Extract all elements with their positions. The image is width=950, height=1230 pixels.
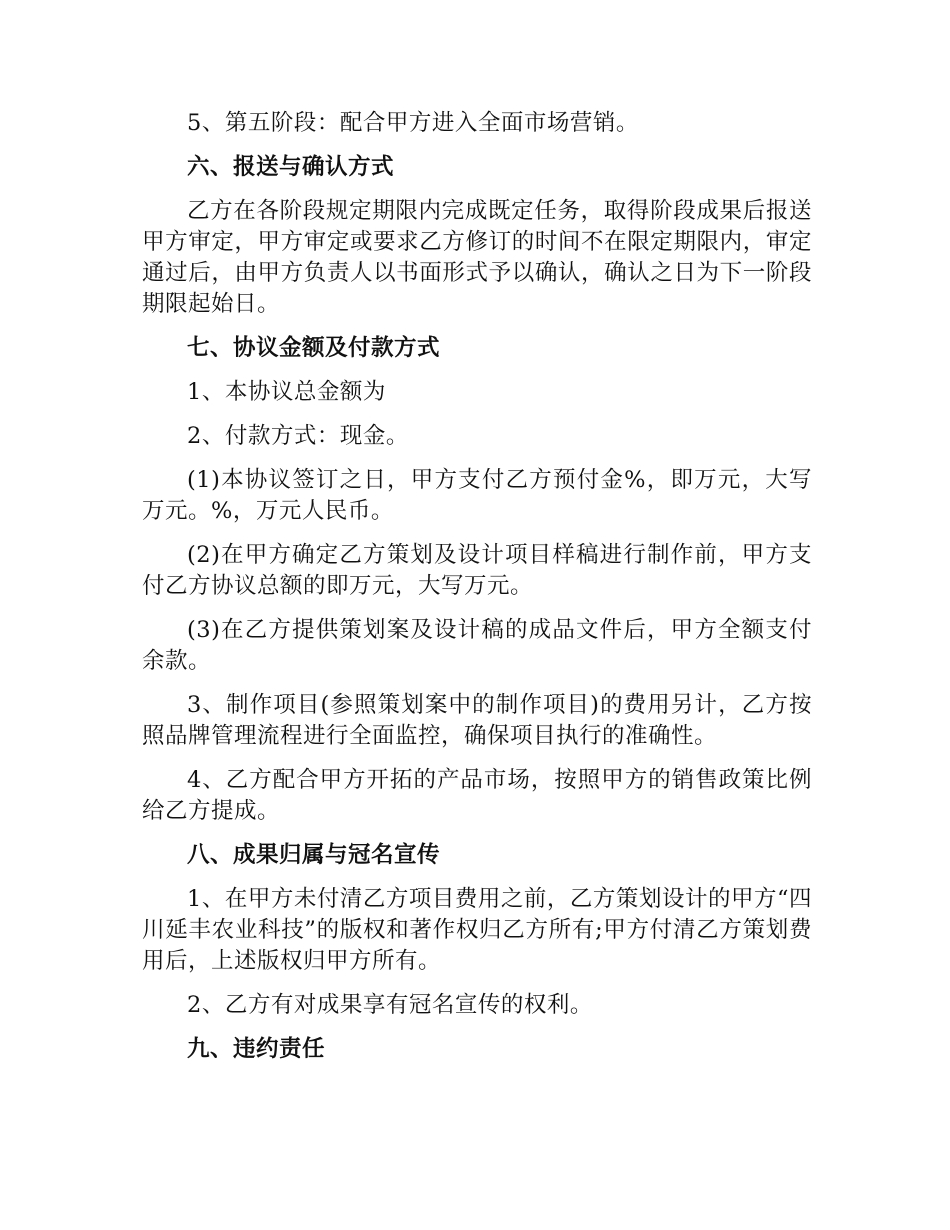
heading-section-eight: 八、成果归属与冠名宣传 [187,842,441,868]
paragraph-copyright: 1、在甲方未付清乙方项目费用之前，乙方策划设计的甲方“四川延丰农业科技”的版权和著作权归乙方所有;甲方付清乙方策划费用后，上述版权归甲方所有。 [142,886,812,974]
paragraph-payment-item-1: (1)本协议签订之日，甲方支付乙方预付金%，即万元，大写万元。%，万元人民币。 [142,467,812,524]
paragraph-stage-five: 5、第五阶段：配合甲方进入全面市场营销。 [187,110,639,136]
paragraph-total-amount: 1、本协议总金额为 [187,379,386,405]
paragraph-payment-method: 2、付款方式：现金。 [187,423,409,449]
paragraph-commission: 4、乙方配合甲方开拓的产品市场，按照甲方的销售政策比例给乙方提成。 [142,767,812,824]
paragraph-naming-rights: 2、乙方有对成果享有冠名宣传的权利。 [187,992,593,1018]
paragraph-production-cost: 3、制作项目(参照策划案中的制作项目)的费用另计，乙方按照品牌管理流程进行全面监控，确保项目执行的准确性。 [142,692,812,749]
paragraph-submission: 乙方在各阶段规定期限内完成既定任务，取得阶段成果后报送甲方审定，甲方审定或要求乙方修订的时间不在限定期限内，审定通过后，由甲方负责人以书面形式予以确认，确认之日为下一阶段期限起始日。 [142,198,812,317]
heading-section-nine: 九、违约责任 [187,1036,326,1062]
heading-section-seven: 七、协议金额及付款方式 [187,335,441,361]
heading-section-six: 六、报送与确认方式 [187,154,395,180]
paragraph-payment-item-2: (2)在甲方确定乙方策划及设计项目样稿进行制作前，甲方支付乙方协议总额的即万元，大写万元。 [142,542,812,599]
paragraph-payment-item-3: (3)在乙方提供策划案及设计稿的成品文件后，甲方全额支付余款。 [142,617,812,674]
document-body [142,108,812,1078]
